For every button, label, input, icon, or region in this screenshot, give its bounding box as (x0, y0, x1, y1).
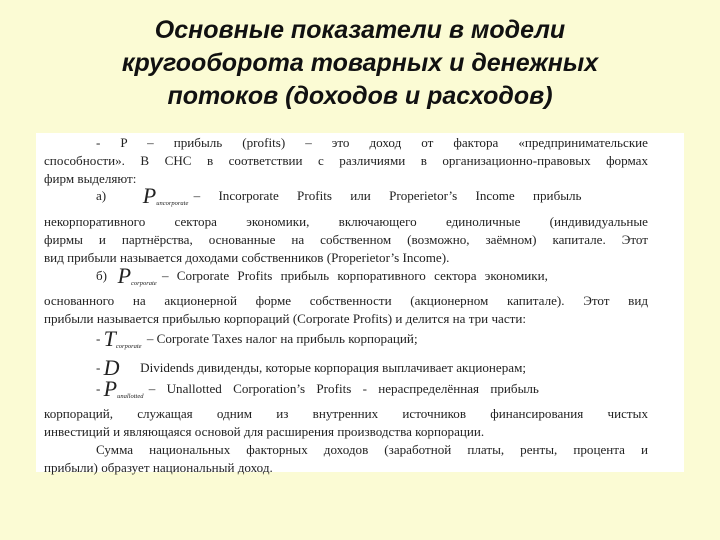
item-b-line-2: прибыли называется прибылью корпораций (Corporate Profits) и делится на три части: (44, 311, 527, 327)
item-u-line-2: инвестиций и являющаяся основой для расширения производства корпорации. (44, 424, 485, 440)
item-u-dash: - (96, 380, 101, 396)
item-t-row (96, 330, 648, 356)
summary-line-1: Сумма национальных факторных доходов (заработной платы, ренты, процента и (96, 441, 648, 457)
title-line-1: Основные показатели в модели (154, 16, 566, 44)
item-b-text: – Corporate Profits прибыль корпоративного сектора экономики, (161, 267, 548, 283)
item-a-line-3: вид прибыли называется доходами собственников (Properietor’s Income). (44, 249, 450, 265)
item-d-dash: - (96, 359, 101, 375)
summary-line-2: прибыли) образует национальный доход. (44, 459, 273, 475)
item-t-dash: - (96, 330, 101, 346)
item-u-line-1: корпораций, служащая одним из внутренних источников финансирования чистых (44, 406, 648, 422)
symbol-p-corporate: P (117, 266, 132, 288)
subscript-corporate: corporate (131, 279, 157, 287)
intro-line-3: фирм выделяют: (44, 170, 137, 186)
item-u-text: – Unallotted Corporation’s Profits - нераспределённая прибыль (148, 380, 539, 396)
item-t-text: – Corporate Taxes налог на прибыль корпораций; (146, 330, 418, 346)
item-a-marker: а) (96, 188, 107, 204)
item-a-head (96, 187, 648, 213)
item-u-row (96, 380, 648, 406)
item-a-line-1: некорпоративного сектора экономики, включающего единоличные (индивидуальные (44, 214, 648, 230)
symbol-d: D (103, 358, 120, 377)
item-d-text: Dividends дивиденды, которые корпорация выплачивает акционерам; (140, 359, 527, 375)
title-line-2: кругооборота товарных и денежных (121, 49, 599, 77)
subscript-uncorporate: uncorporate (156, 200, 189, 208)
item-b-head (96, 267, 648, 293)
item-b-marker: б) (96, 267, 108, 283)
document-scan (36, 133, 684, 475)
subscript-t-corporate: corporate (115, 342, 142, 350)
symbol-p-unallotted: P (103, 379, 118, 401)
subscript-unallotted: unallotted (117, 392, 144, 400)
intro-line-1: - P – прибыль (profits) – это доход от фактора «предпринимательские (96, 135, 648, 150)
slide-title (40, 14, 680, 113)
item-a-text: – Incorporate Profits или Properietor’s Income прибыль (193, 188, 582, 204)
item-d-row (96, 359, 648, 377)
item-a-line-2: фирмы и партнёрства, основанные на собственном (возможно, заёмном) капитале. Этот (44, 231, 648, 247)
title-line-3: потоков (доходов и расходов) (167, 82, 553, 110)
item-b-line-1: основанного на акционерной форме собственности (акционерном капитале). Этот вид (44, 293, 648, 309)
symbol-t-corporate: T (103, 329, 116, 351)
symbol-p-uncorporate: P (142, 187, 157, 209)
intro-line-2: способности». В СНС в соответствии с различиями в организационно-правовых формах (44, 152, 648, 168)
